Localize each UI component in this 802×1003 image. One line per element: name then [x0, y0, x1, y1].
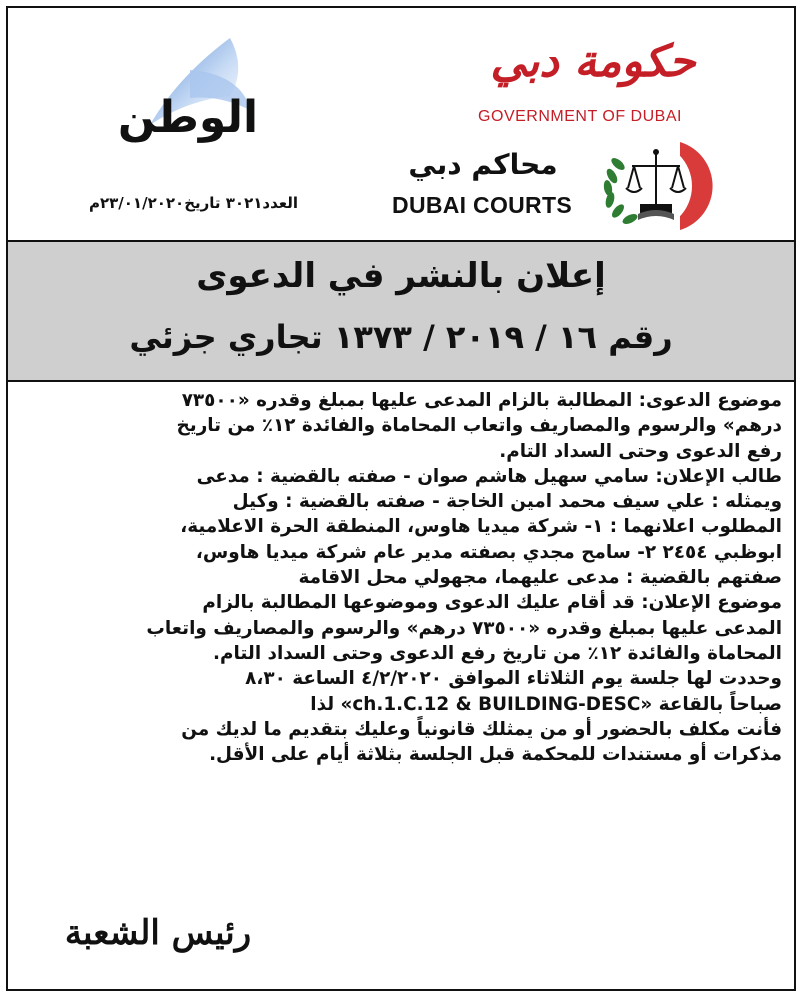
courts-name-arabic: محاكم دبي — [408, 148, 558, 181]
body-line: المحاماة والفائدة ١٢٪ من تاريخ رفع الدعوى وحتى السداد التام. — [213, 642, 782, 664]
case-number: رقم ١٦ / ٢٠١٩ / ١٣٧٣ تجاري جزئي — [129, 318, 673, 356]
notice-title-band — [8, 240, 794, 382]
body-line: مذكرات أو مستندات للمحكمة قبل الجلسة بثلاثة أيام على الأقل. — [209, 744, 782, 766]
body-line: رفع الدعوى وحتى السداد التام. — [499, 440, 782, 462]
body-line: طالب الإعلان: سامي سهيل هاشم صوان - صفته بالقضية : مدعى — [196, 465, 782, 487]
body-line: ابوظبي ٢٤٥٤ ٢- سامح مجدي بصفته مدير عام شركة ميديا هاوس، — [195, 541, 782, 563]
body-line: موضوع الدعوى: المطالبة بالزام المدعى عليها بمبلغ وقدره «٧٣٥٠٠ — [181, 390, 782, 411]
government-name-english: GOVERNMENT OF DUBAI — [478, 108, 682, 125]
body-line: المطلوب اعلانهما : ١- شركة ميديا هاوس، المنطقة الحرة الاعلامية، — [180, 516, 782, 538]
signature: رئيس الشعبة — [64, 913, 252, 953]
body-line: صباحاً بالقاعة «ch.1.C.12 & BUILDING-DESC» لذا — [310, 693, 782, 715]
dubai-courts-emblem — [588, 136, 738, 236]
body-line: موضوع الإعلان: قد أقام عليك الدعوى وموضوعها المطالبة بالزام — [202, 592, 782, 614]
body-line: فأنت مكلف بالحضور أو من يمثلك قانونياً وعليك بتقديم ما لديك من — [181, 718, 782, 740]
notice-title: إعلان بالنشر في الدعوى — [196, 256, 606, 296]
newspaper-name: الوطن — [117, 92, 259, 143]
courts-name-english: DUBAI COURTS — [392, 192, 572, 218]
government-name-arabic: حكومة دبي — [490, 36, 696, 87]
body-line: درهم» والرسوم والمصاريف واتعاب المحاماة والفائدة ١٢٪ من تاريخ — [176, 415, 782, 437]
header — [8, 8, 794, 240]
notice-body — [22, 388, 782, 767]
issue-date: العدد٣٠٢١ تاريخ٢٣/٠١/٢٠٢٠م — [88, 194, 298, 212]
scales-of-justice-icon — [588, 136, 738, 236]
body-line: المدعى عليها بمبلغ وقدره «٧٣٥٠٠ درهم» والرسوم والمصاريف واتعاب — [146, 617, 782, 639]
body-line: وحددت لها جلسة يوم الثلاثاء الموافق ٤/٢/٢٠٢٠ الساعة ٨،٣٠ — [245, 668, 782, 690]
body-line: صفتهم بالقضية : مدعى عليهما، مجهولي محل الاقامة — [298, 567, 782, 589]
body-line: ويمثله : علي سيف محمد امين الخاجة - صفته بالقضية : وكيل — [232, 491, 782, 513]
notice-page — [6, 6, 796, 991]
